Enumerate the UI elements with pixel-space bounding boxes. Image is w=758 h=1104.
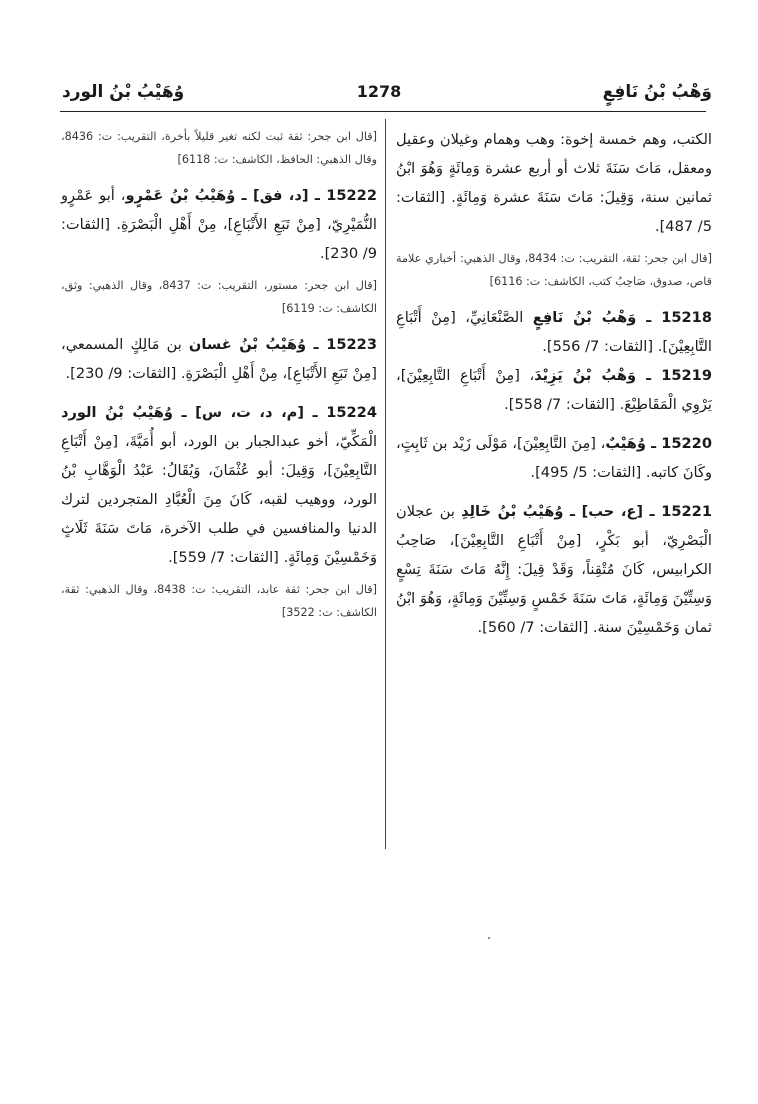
header-rule — [60, 111, 706, 112]
entry-body: بن مَالِكٍ المسمعي، [مِنْ تَبَعِ الأَتْبَاعِ]، مِنْ أَهْلِ الْبَصْرَةِ. [الثقات: 9/ 230]. — [61, 336, 377, 382]
left-column — [61, 125, 377, 626]
entry-15219 — [396, 361, 712, 419]
entry-body: ، أبو عَمْرٍو النُّمَيْرِيّ، [مِنْ تَبَعِ الأَتْبَاعِ]، مِنْ أَهْلِ الْبَصْرَةِ. [الثقات: 9/ 230]. — [61, 187, 377, 262]
footnote: [قال ابن جحر: ثقة عابد، التقريب: ت: 8438، وقال الذهبي: ثقة، الكاشف: ت: 3522] — [61, 583, 377, 619]
entry-body: ، [مِنَ التَّابِعِيْنَ]، مَوْلَى زَيْد بن ثَابِتٍ، وكَانَ كاتبه. [الثقات: 5/ 495]. — [396, 435, 712, 481]
entry-15221 — [396, 497, 712, 642]
running-head-left: وُهَيْبُ بْنُ الورد — [62, 82, 185, 102]
entry-body: الصَّنْعَانِيِّ، [مِنْ أَتْبَاعِ التَّابِعِيْنَ]. [الثقات: 7/ 556]. — [396, 309, 712, 355]
entry-heading: 15224 ـ [م، د، ت، س] ـ وُهَيْبُ بْنُ الورد — [61, 404, 377, 421]
right-column — [396, 125, 712, 642]
page-number: 1278 — [356, 82, 402, 101]
entry-heading: 15221 ـ [ع، حب] ـ وُهَيْبُ بْنُ خَالِدِ — [461, 503, 712, 520]
running-head-right: وَهْبُ بْنُ نَافِعٍ — [602, 82, 712, 102]
entry-body: ، [مِنْ أَتْبَاعِ التَّابِعِيْنَ]، يَرْوِي الْمَقَاطِيْعَ. [الثقات: 7/ 558]. — [396, 367, 712, 413]
entry-heading: 15222 ـ [د، فق] ـ وُهَيْبُ بْنُ عَمْرٍو — [125, 187, 377, 204]
footnote: [قال ابن جحر: مستور، التقريب: ت: 8437، وقال الذهبي: وثق، الكاشف: ت: 6119] — [61, 279, 377, 315]
entry-heading: 15223 ـ وُهَيْبُ بْنُ غسان — [188, 336, 377, 353]
entry-body: بن عجلان الْبَصْرِيّ، أبو بَكْرٍ، [مِنْ أَتْبَاعِ التَّابِعِيْنَ]، صَاحِبُ الكرابيس، كَانَ مُتْقِناً، وَقَدْ قِيلَ: إِنَّهُ مَاتَ سَنَةَ تِسْعٍ وَسِتِّيْنَ وَمِائَةٍ، مَاتَ سَنَةَ خَمْسٍ وَسِتِّيْنَ وَمِائَةٍ، وَهُوَ ابْنُ ثمان وَخَمْسِيْنَ سنة. [الثقات: 7/ 560]. — [396, 503, 712, 636]
entry-15222 — [61, 181, 377, 268]
footnote: [قال ابن جحر: ثقة، التقريب: ت: 8434، وقال الذهبي: أخباري علامة قاص، صدوق، صَاحِبُ كتب، الكاشف: ت: 6116] — [396, 252, 712, 288]
entry-heading: 15219 ـ وَهْبُ بْنُ يَزِيْدَ — [534, 367, 712, 384]
column-divider — [385, 119, 386, 849]
footnote: [قال ابن جحر: ثقة ثبت لكنه تغير قليلاً بأخرة، التقريب: ت: 8436، وقال الذهبي: الحافظ، الكاشف: ت: 6118] — [61, 130, 377, 166]
page-speck — [488, 937, 490, 939]
entry-heading: 15218 ـ وَهْبُ بْنُ نَافِعٍ — [532, 309, 712, 326]
entry-15218 — [396, 303, 712, 361]
entry-15220 — [396, 429, 712, 487]
continued-entry-text: الكتب، وهم خمسة إخوة: وهب وهمام وغيلان وعقيل ومعقل، مَاتَ سَنَةَ ثلاث أو أربع عشرة وَمِائَةٍ وَهُوَ ابْنُ ثمانين سنة، وَقِيلَ: مَاتَ سَنَةَ عشرة وَمِائَةٍ. [الثقات: 5/ 487]. — [396, 131, 712, 235]
entry-15223 — [61, 330, 377, 388]
entry-15224 — [61, 398, 377, 572]
entry-heading: 15220 ـ وُهَيْبٌ — [605, 435, 712, 452]
entry-body: الْمَكِّيّ، أخو عبدالجبار بن الورد، أبو أُمَيَّةَ، [مِنْ أَتْبَاعِ التَّابِعِيْنَ]، وَقِيلَ: أبو عُثْمَانَ، وَيُقَالُ: عَبْدُ الْوَهَّابِ بْنُ الورد، ووهيب لقبه، كَانَ مِنَ الْعُبَّادِ المتجردين لترك الدنيا والمنافسين في طلب الآخرة، مَاتَ سَنَةَ ثَلَاثٍ وَخَمْسِيْنَ وَمِائَةٍ. [الثقات: 7/ 559]. — [61, 433, 377, 566]
